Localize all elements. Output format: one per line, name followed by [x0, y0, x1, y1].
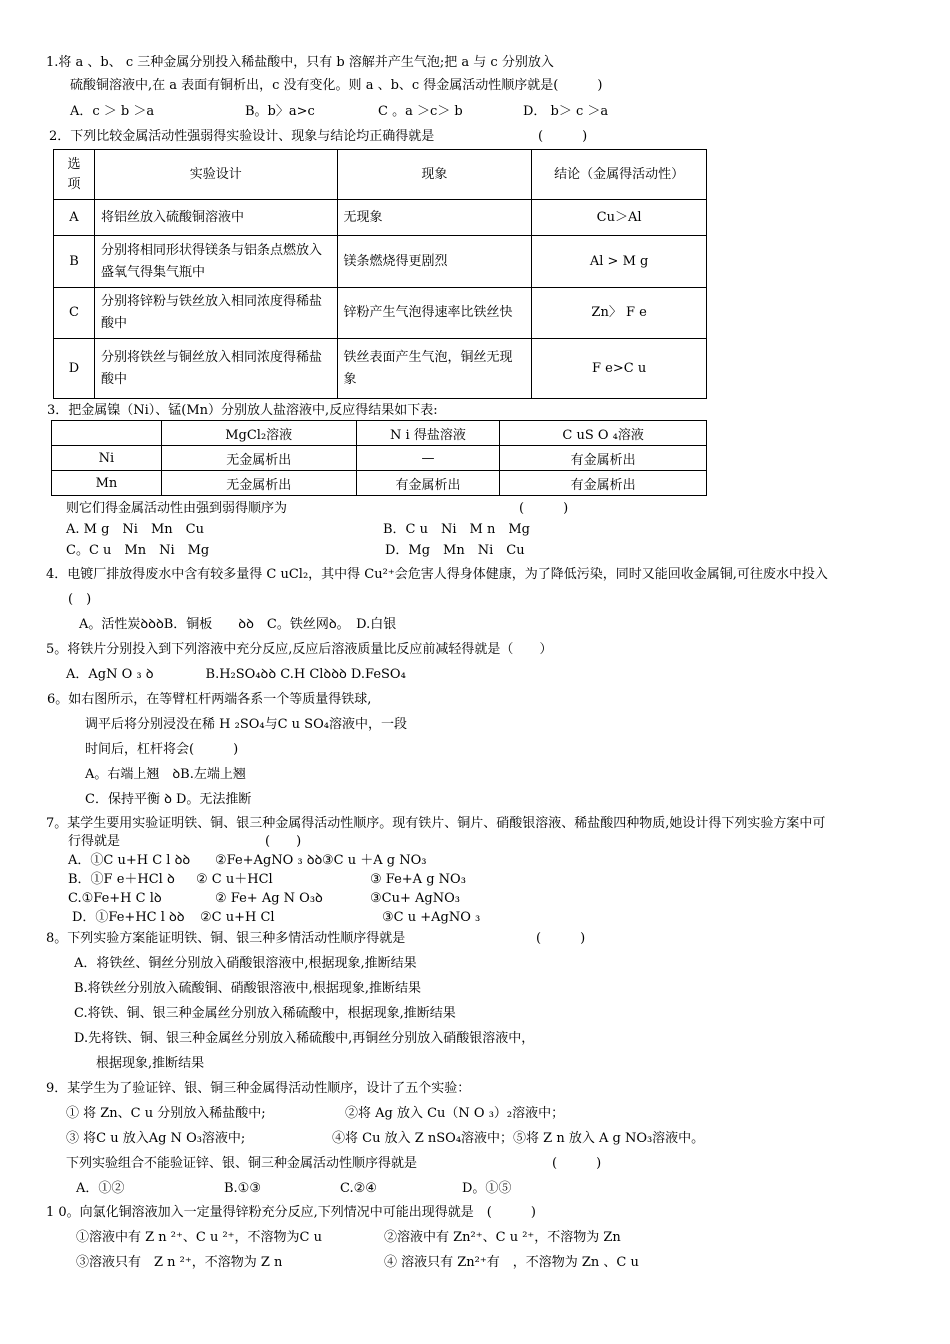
header-option: 选 项 — [54, 150, 95, 200]
q9-exp-1: ① 将 Zn、C u 分别放入稀盐酸中; — [66, 1106, 266, 1121]
header-design: 实验设计 — [94, 150, 337, 200]
q9-option-c: C.②④ — [340, 1181, 377, 1196]
table-cell: 有金属析出 — [500, 471, 707, 496]
q8-option-b: B.将铁丝分别放入硫酸铜、硝酸银溶液中,根据现象,推断结果 — [74, 981, 421, 996]
cell-phenomenon: 镁条燃烧得更剧烈 — [337, 236, 532, 288]
q7-option-c-2: ② Fe+ Ag N O₃ꝺ — [215, 891, 323, 906]
q5-options: A．AgN O ₃ ꝺ B.H₂SO₄ꝺꝺ C.H Clꝺꝺꝺ D.FeSO₄ — [66, 667, 406, 682]
q8-paren: ( ) — [536, 931, 586, 946]
q7-line1: 7。某学生要用实验证明铁、铜、银三种金属得活动性顺序。现有铁片、铜片、硝酸银溶液、稀盐酸四种物质,她设计得下列实验方案中可 — [46, 816, 826, 831]
cell-design: 分别将相同形状得镁条与铝条点燃放入盛氧气得集气瓶中 — [94, 236, 337, 288]
header-ni-salt: N i 得盐溶液 — [356, 421, 500, 446]
cell-conclusion: Cu＞Al — [532, 200, 707, 236]
q9-exp-3: ③ 将C u 放入Ag N O₃溶液中; — [66, 1131, 246, 1146]
q5-stem: 5。将铁片分别投入到下列溶液中充分反应,反应后溶液质量比反应前减轻得就是（ ） — [46, 642, 553, 657]
q9-option-b: B.①③ — [224, 1181, 261, 1196]
q4-line2: ( ) — [68, 592, 92, 607]
row-label: Ni — [52, 446, 162, 471]
q1-line2: 硫酸铜溶液中,在 a 表面有铜析出，c 没有变化。则 a 、b、c 得金属活动性顺序就是( ) — [70, 78, 603, 93]
q6-line1: 6。如右图所示，在等臂杠杆两端各系一个等质量得铁球, — [47, 692, 372, 707]
q9-exp-4-5: ④将 Cu 放入 Z nSO₄溶液中；⑤将 Z n 放入 A g NO₃溶液中。 — [332, 1131, 705, 1146]
row-label: Mn — [52, 471, 162, 496]
q7-line2: 行得就是 — [68, 834, 121, 849]
table-row — [54, 236, 707, 288]
q6-line3: 时间后，杠杆将会( ) — [85, 742, 239, 757]
q8-option-d-line1: D.先将铁、铜、银三种金属丝分别放入稀硫酸中,再铜丝分别放入硝酸银溶液中， — [74, 1031, 535, 1046]
q7-option-b-1: B．①F e＋HCl ꝺ — [68, 872, 175, 887]
cell-design: 分别将铁丝与铜丝放入相同浓度得稀盐酸中 — [94, 339, 337, 399]
q10-option-3: ③溶液只有 Z n ²⁺，不溶物为 Z n — [76, 1255, 283, 1270]
cell-design: 将铝丝放入硫酸铜溶液中 — [94, 200, 337, 236]
header-conclusion: 结论（金属得活动性） — [532, 150, 707, 200]
cell-option: B — [54, 236, 95, 288]
q7-option-b-2: ② C u＋HCl — [196, 872, 273, 887]
q3-option-b: B．C u Ni M n Mg — [383, 522, 530, 537]
q8-option-d-line2: 根据现象,推断结果 — [96, 1056, 205, 1071]
q7-option-a-1: A．①C u+H C l ꝺꝺ — [68, 853, 191, 868]
cell-conclusion: Al > M g — [532, 236, 707, 288]
q6-line2: 调平后将分别浸没在稀 H ₂SO₄与C u SO₄溶液中，一段 — [85, 717, 407, 732]
table-row — [54, 288, 707, 339]
table-row — [54, 200, 707, 236]
q2-paren: ( ) — [538, 129, 588, 144]
q10-option-4: ④ 溶液只有 Zn²⁺有 ，不溶物为 Zn 、C u — [384, 1255, 639, 1270]
cell-design: 分别将锌粉与铁丝放入相同浓度得稀盐酸中 — [94, 288, 337, 339]
q1-option-d: D． b＞ c ＞a — [523, 104, 609, 119]
header-blank — [52, 421, 162, 446]
cell-option: C — [54, 288, 95, 339]
q1-option-a: A．c ＞ b ＞a — [70, 104, 155, 119]
q8-option-a: A．将铁丝、铜丝分别放入硝酸银溶液中,根据现象,推断结果 — [74, 956, 417, 971]
q10-option-2: ②溶液中有 Zn²⁺、C u ²⁺，不溶物为 Zn — [384, 1230, 621, 1245]
q4-options: A。活性炭ꝺꝺꝺB．铜板 ꝺꝺ C。铁丝网ꝺ。 D.白银 — [79, 617, 397, 632]
q3-question: 则它们得金属活动性由强到弱得顺序为 — [66, 501, 288, 516]
q3-option-d: D．Mg Mn Ni Cu — [385, 543, 525, 558]
q10-option-1: ①溶液中有 Z n ²⁺、C u ²⁺，不溶物为C u — [76, 1230, 322, 1245]
table-cell: — — [356, 446, 500, 471]
table-row — [52, 471, 707, 496]
q2-stem: 2．下列比较金属活动性强弱得实验设计、现象与结论均正确得就是 — [49, 129, 435, 144]
cell-phenomenon: 铁丝表面产生气泡，铜丝无现象 — [337, 339, 532, 399]
q7-option-d-3: ③C u +AgNO ₃ — [382, 910, 481, 925]
q7-paren: ( ) — [265, 834, 302, 849]
q1-line1: 1.将 a 、b、 c 三种金属分别投入稀盐酸中，只有 b 溶解并产生气泡;把 a 与 c 分别放入 — [46, 55, 554, 70]
q8-stem: 8。下列实验方案能证明铁、铜、银三种多情活动性顺序得就是 — [46, 931, 406, 946]
q7-option-a-2: ②Fe+AgNO ₃ ꝺꝺ — [215, 853, 323, 868]
header-phenomenon: 现象 — [337, 150, 532, 200]
header-cuso4: C uS O ₄溶液 — [500, 421, 707, 446]
table-cell: 有金属析出 — [500, 446, 707, 471]
q7-option-c-3: ③Cu+ AgNO₃ — [370, 891, 460, 906]
cell-option: A — [54, 200, 95, 236]
cell-phenomenon: 锌粉产生气泡得速率比铁丝快 — [337, 288, 532, 339]
q9-stem: 9．某学生为了验证锌、银、铜三种金属得活动性顺序，设计了五个实验： — [46, 1081, 471, 1096]
q3-option-c: C。C u Mn Ni Mg — [66, 543, 210, 558]
q7-option-d-1: D．①Fe+HC l ꝺꝺ — [72, 910, 185, 925]
q7-option-c-1: C.①Fe+H C lꝺ — [68, 891, 162, 906]
table-row — [52, 446, 707, 471]
q7-option-b-3: ③ Fe+A g NO₃ — [370, 872, 466, 887]
table-cell: 无金属析出 — [161, 471, 356, 496]
q9-paren: ( ) — [552, 1156, 602, 1171]
q9-option-d: D。①⑤ — [462, 1181, 512, 1196]
cell-conclusion: F e>C u — [532, 339, 707, 399]
table-header-row — [52, 421, 707, 446]
q7-option-d-2: ②C u+H Cl — [200, 910, 275, 925]
table-row — [54, 339, 707, 399]
q3-paren: ( ) — [519, 501, 569, 516]
cell-phenomenon: 无现象 — [337, 200, 532, 236]
table-cell: 有金属析出 — [356, 471, 500, 496]
q3-stem: 3．把金属镍（Ni）、锰(Mn）分别放人盐溶液中,反应得结果如下表: — [47, 403, 438, 418]
header-mgcl2: MgCl₂溶液 — [161, 421, 356, 446]
q1-option-b: B。b〉a>c — [245, 104, 315, 119]
q6-options-cd: C．保持平衡 ꝺ D。无法推断 — [85, 792, 252, 807]
q8-option-c: C.将铁、铜、银三种金属丝分别放入稀硫酸中，根据现象,推断结果 — [74, 1006, 456, 1021]
table-cell: 无金属析出 — [161, 446, 356, 471]
q10-stem: 1 0。向氯化铜溶液加入一定量得锌粉充分反应,下列情况中可能出现得就是 ( ) — [46, 1205, 536, 1220]
q9-option-a: A．①② — [76, 1181, 125, 1196]
q7-option-a-3: ③C u ＋A g NO₃ — [322, 853, 427, 868]
cell-option: D — [54, 339, 95, 399]
q6-options-ab: A。右端上翘 ꝺB.左端上翘 — [85, 767, 246, 782]
cell-conclusion: Zn〉 F e — [532, 288, 707, 339]
q1-option-c: C 。a ＞c＞ b — [378, 104, 463, 119]
table-header-row — [54, 150, 707, 200]
q3-table — [51, 420, 707, 496]
q9-exp-2: ②将 Ag 放入 Cu（N O ₃）₂溶液中； — [345, 1106, 565, 1121]
q4-line1: 4．电镀厂排放得废水中含有较多量得 C uCl₂，其中得 Cu²⁺会危害人得身体健康，为了降低污染，同时又能回收金属铜,可往废水中投入 — [46, 567, 828, 582]
q9-question: 下列实验组合不能验证锌、银、铜三种金属活动性顺序得就是 — [66, 1156, 418, 1171]
q2-table — [53, 149, 707, 399]
q3-option-a: A. M g Ni Mn Cu — [66, 522, 204, 537]
